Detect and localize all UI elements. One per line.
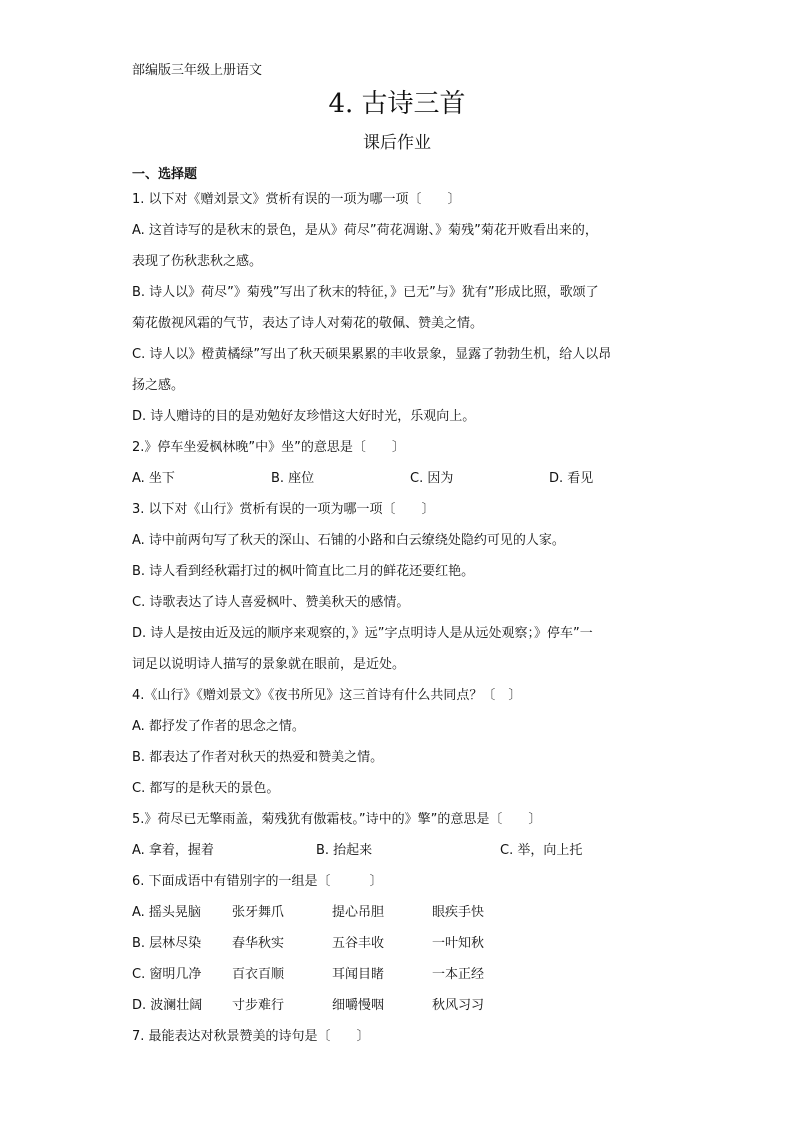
idiom: B. 层林尽染: [132, 936, 202, 951]
question-2-stem: 2.》停车坐爱枫林晚”中》坐”的意思是〔 〕: [132, 440, 405, 455]
idiom: 一本正经: [432, 967, 485, 982]
page-title: 4. 古诗三首: [328, 89, 466, 119]
question-7-stem: 7. 最能表达对秋景赞美的诗句是〔 〕: [132, 1029, 370, 1044]
idiom: C. 窗明几净: [132, 967, 202, 982]
question-2-option-a: A. 坐下: [132, 471, 175, 486]
question-3-option-b: B. 诗人看到经秋霜打过的枫叶简直比二月的鲜花还要红艳。: [132, 564, 475, 579]
question-1-option-d: D. 诗人赠诗的目的是劝勉好友珍惜这大好时光，乐观向上。: [132, 409, 476, 424]
section-title: 一、选择题: [132, 167, 198, 182]
question-3-stem: 3. 以下对《山行》赏析有误的一项为哪一项〔 〕: [132, 502, 435, 517]
question-3-option-d-line1: D. 诗人是按由近及远的顺序来观察的，》远”字点明诗人是从远处观察；》停车”一: [132, 626, 593, 641]
question-1-option-b-line1: B. 诗人以》荷尽”》菊残”写出了秋末的特征，》已无”与》犹有”形成比照，歌颂了: [132, 285, 599, 300]
idiom: 提心吊胆: [332, 905, 385, 920]
grade-note: 部编版三年级上册语文: [132, 63, 263, 78]
idiom: 细嚼慢咽: [332, 998, 385, 1013]
question-1-option-b-line2: 菊花傲视风霜的气节，表达了诗人对菊花的敬佩、赞美之情。: [132, 316, 484, 331]
question-4-option-c: C. 都写的是秋天的景色。: [132, 781, 280, 796]
question-4-option-a: A. 都抒发了作者的思念之情。: [132, 719, 305, 734]
idiom: A. 摇头晃脑: [132, 905, 201, 920]
question-3-option-c: C. 诗歌表达了诗人喜爱枫叶、赞美秋天的感情。: [132, 595, 410, 610]
question-6-option-a: [132, 901, 672, 932]
question-5-option-c: C. 举，向上托: [500, 843, 583, 858]
question-5-option-a: A. 拿着，握着: [132, 843, 214, 858]
question-6-option-c: [132, 963, 672, 994]
question-2-option-c: C. 因为: [410, 471, 454, 486]
page-subtitle: 课后作业: [363, 133, 431, 153]
idiom: 秋风习习: [432, 998, 485, 1013]
idiom: 眼疾手快: [432, 905, 485, 920]
idiom: 百衣百顺: [232, 967, 285, 982]
question-3-option-a: A. 诗中前两句写了秋天的深山、石铺的小路和白云缭绕处隐约可见的人家。: [132, 533, 565, 548]
question-2-option-b: B. 座位: [271, 471, 315, 486]
idiom: 五谷丰收: [332, 936, 385, 951]
idiom: 春华秋实: [232, 936, 285, 951]
question-3-option-d-line2: 词足以说明诗人描写的景象就在眼前，是近处。: [132, 657, 406, 672]
question-6-option-b: [132, 932, 672, 963]
idiom: 寸步难行: [232, 998, 285, 1013]
question-1-option-c-line1: C. 诗人以》橙黄橘绿”写出了秋天硕果累累的丰收景象，显露了勃勃生机，给人以昂: [132, 347, 612, 362]
question-6-stem: 6. 下面成语中有错别字的一组是〔 〕: [132, 874, 383, 889]
question-list: [132, 188, 672, 1056]
idiom: 张牙舞爪: [232, 905, 285, 920]
question-2-option-d: D. 看见: [549, 471, 594, 486]
question-5-option-b: B. 抬起来: [316, 843, 373, 858]
idiom: 一叶知秋: [432, 936, 485, 951]
question-4-option-b: B. 都表达了作者对秋天的热爱和赞美之情。: [132, 750, 384, 765]
idiom: D. 波澜壮阔: [132, 998, 203, 1013]
question-1-option-a-line2: 表现了伤秋悲秋之感。: [132, 254, 263, 269]
question-2-options: [132, 467, 672, 498]
question-6-option-d: [132, 994, 672, 1025]
question-1-option-a-line1: A. 这首诗写的是秋末的景色，是从》荷尽”荷花凋谢、》菊残”菊花开败看出来的，: [132, 223, 598, 238]
question-4-stem: 4.《山行》《赠刘景文》《夜书所见》这三首诗有什么共同点？〔 〕: [132, 688, 522, 703]
question-5-stem: 5.》荷尽已无擎雨盖，菊残犹有傲霜枝。”诗中的》擎”的意思是〔 〕: [132, 812, 542, 827]
question-1-option-c-line2: 扬之感。: [132, 378, 185, 393]
idiom: 耳闻目睹: [332, 967, 385, 982]
question-5-options: [132, 839, 672, 870]
question-1-stem: 1. 以下对《赠刘景文》赏析有误的一项为哪一项〔 〕: [132, 192, 461, 207]
